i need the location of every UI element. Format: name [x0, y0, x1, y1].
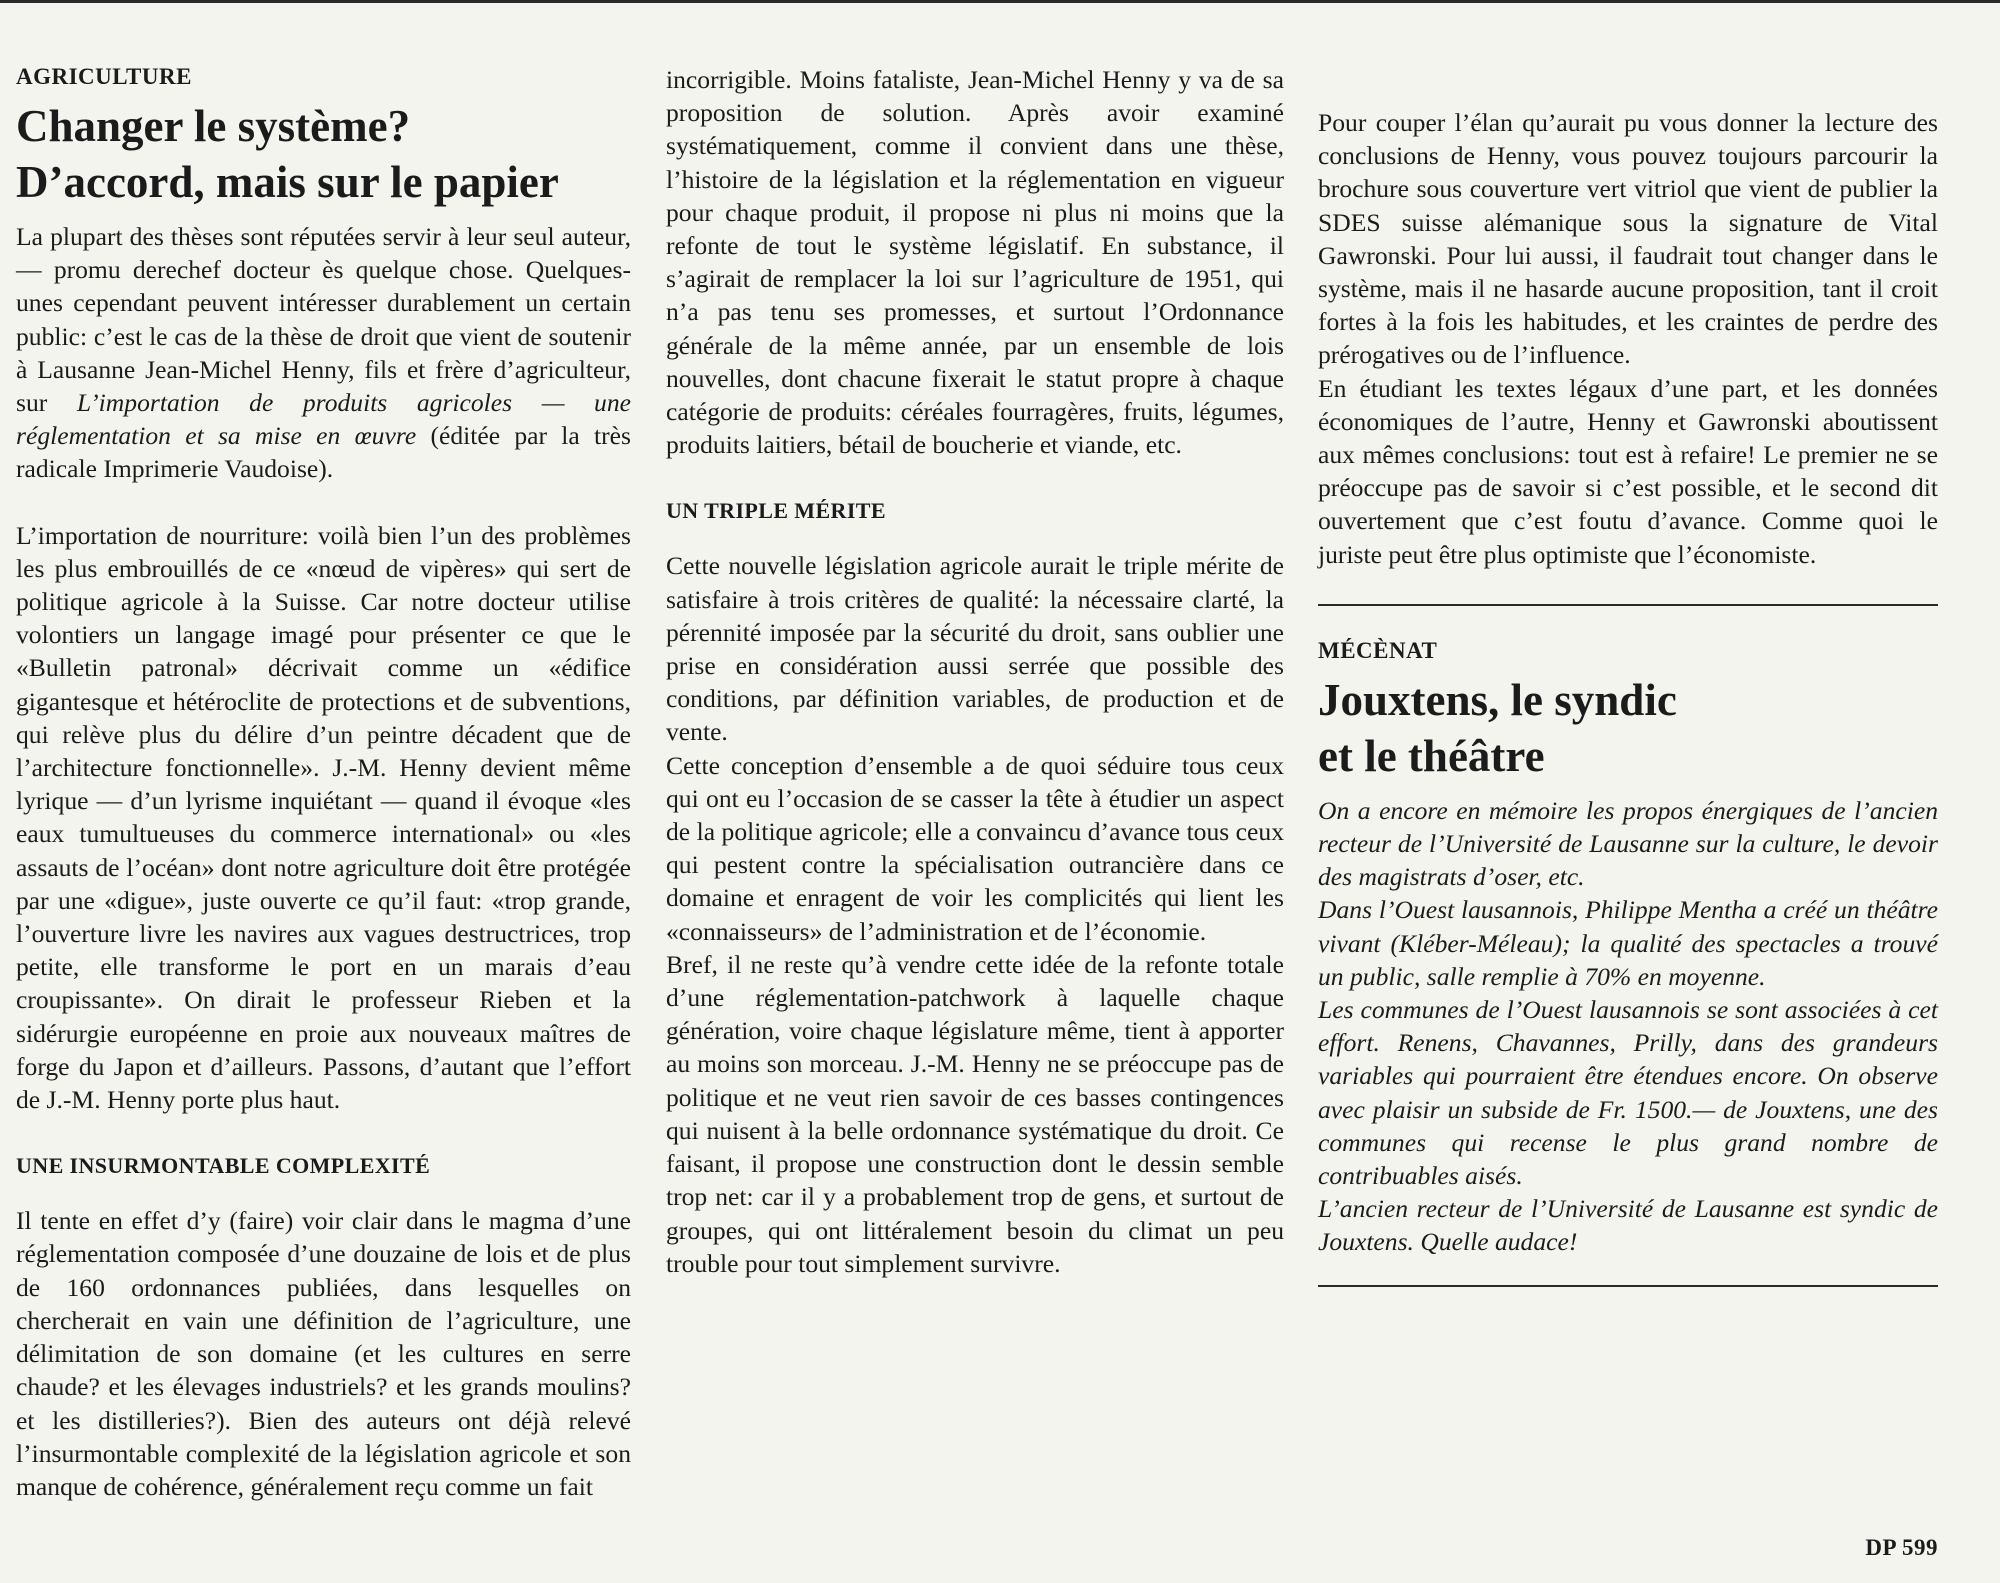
- article2-paragraph-3: Les communes de l’Ouest lausannois se sont associées à cet effort. Renens, Chavannes, Prilly, dans des grandeurs variables qui pourraient être étendues encore. On observe avec plaisir un subside de Fr. 1500.— de Jouxtens, une des communes qui recense le plus grand nombre de contribuables aisés.: [1318, 995, 1938, 1191]
- paragraph-bref: Bref, il ne reste qu’à vendre cette idée de la refonte totale d’une réglementation-patchwork à laquelle chaque génération, voire chaque législature même, tient à apporter au moins son morceau. J.-M. Henny ne se préoccupe pas de politique et ne veut rien savoir de ces basses contingences qui nuisent à la belle ordonnance systématique du droit. Ce faisant, il propose une construction dont le dessin semble trop net: car il y a probablement trop de gens, et surtout de groupes, qui ont littéralement besoin du climat un peu trouble pour tout simplement survivre.: [666, 949, 1284, 1278]
- column-1: [16, 62, 631, 1503]
- article2-kicker: MÉCÈNAT: [1318, 637, 1438, 663]
- page-label: DP 599: [1865, 1535, 1938, 1560]
- headline2-line-2: et le théâtre: [1318, 730, 1545, 781]
- paragraph-triple-merite: Cette nouvelle législation agricole aurait le triple mérite de satisfaire à trois critères de qualité: la nécessaire clarté, la pérennité imposée par la sécurité du droit, sans oublier une prise en considération aussi serrée que possible des conditions, par définition variables, de production et de vente.: [666, 551, 1284, 747]
- headline2-line-1: Jouxtens, le syndic: [1318, 674, 1677, 725]
- article2-headline: [1318, 672, 1938, 784]
- paragraph-intro: [16, 220, 631, 486]
- paragraph-conception: Cette conception d’ensemble a de quoi séduire tous ceux qui ont eu l’occasion de se casser la tête à étudier un aspect de la politique agricole; elle a convaincu d’avance tous ceux qui pestent contre la spécialisation outrancière dans ce domaine et enragent de voir les complicités qui lient les «connaisseurs» de l’administration et de l’économie.: [666, 750, 1284, 946]
- column-2: [666, 63, 1284, 1280]
- top-rule: [0, 0, 2000, 3]
- thesis-title: L’importation de produits agricoles — une réglementation et sa mise en œuvre: [16, 388, 631, 451]
- bottom-rule: [1318, 1285, 1938, 1287]
- article2-paragraph-4: L’ancien recteur de l’Université de Lausanne est syndic de Jouxtens. Quelle audace!: [1318, 1194, 1938, 1257]
- article2-paragraph-2: Dans l’Ouest lausannois, Philippe Mentha a créé un théâtre vivant (Kléber-Méleau); la qualité des spectacles a trouvé un public, salle remplie à 70% en moyenne.: [1318, 895, 1938, 991]
- article-headline: [16, 98, 631, 210]
- paragraph-magma: Il tente en effet d’y (faire) voir clair dans le magma d’une réglementation composée d’une douzaine de lois et de plus de 160 ordonnances publiées, dans lesquelles on chercherait en vain une définition de l’agriculture, une délimitation de son domaine (et les cultures en serre chaude? et les élevages industriels? et les grands moulins? et les distilleries?). Bien des auteurs ont déjà relevé l’insurmontable complexité de la législation agricole et son manque de cohérence, généralement reçu comme un fait: [16, 1206, 631, 1501]
- column-3: [1318, 73, 1938, 1287]
- subheading-complexite: UNE INSURMONTABLE COMPLEXITÉ: [16, 1153, 431, 1179]
- paragraph-importation: L’importation de nourriture: voilà bien l’un des problèmes les plus embrouillés de ce «nœud de vipères» qui sert de politique agricole à la Suisse. Car notre docteur utilise volontiers un langage imagé pour présenter ce que le «Bulletin patronal» décrivait comme un «édifice gigantesque et hétéroclite de protections et de subventions, qui relève plus du délire d’un peintre décadent que de l’architecture fonctionnelle». J.-M. Henny devient même lyrique — d’un lyrisme inquiétant — quand il évoque «les eaux tumultueuses du commerce international» ou «les assauts de l’océan» dont notre agriculture doit être protégée par une «digue», juste ouverte ce qu’il faut: «trop grande, l’ouverture livre les navires aux vagues destructrices, trop petite, elle transforme le port en un marais d’eau croupissante». On dirait le professeur Rieben et la sidérurgie européenne en proie aux nouveaux maîtres de forge du Japon et d’ailleurs. Passons, d’autant que l’effort de J.-M. Henny porte plus haut.: [16, 520, 631, 1115]
- paragraph-magma-cont: incorrigible. Moins fataliste, Jean-Michel Henny y va de sa proposition de solution. Après avoir examiné systématiquement, comme il convient dans une thèse, l’histoire de la législation et la réglementation en vigueur pour chaque produit, il propose ni plus ni moins que la refonte de tout le système législatif. En substance, il s’agirait de remplacer la loi sur l’agriculture de 1951, qui n’a pas tenu ses promesses, et surtout l’Ordonnance générale de la même année, par un ensemble de lois nouvelles, dont chacune fixerait le statut propre à chaque catégorie de produits: céréales fourragères, fruits, légumes, produits laitiers, bétail de boucherie et viande, etc.: [666, 65, 1284, 460]
- paragraph-conclusions: En étudiant les textes légaux d’une part, et les données économiques de l’autre, Henny et Gawronski aboutissent aux mêmes conclusions: tout est à refaire! Le premier ne se préoccupe pas de savoir si c’est possible, et le second dit ouvertement que c’est foutu d’avance. Comme quoi le juriste peut être plus optimiste que l’économiste.: [1318, 373, 1938, 569]
- intro-text-b: (éditée par la très radicale Imprimerie Vaudoise).: [16, 421, 631, 484]
- headline-line-2: D’accord, mais sur le papier: [16, 157, 559, 207]
- intro-text-a: La plupart des thèses sont réputées servir à leur seul auteur, — promu derechef docteur ès quelque chose. Quelques-unes cependant peuvent intéresser durablement un certain public: c’est le cas de la thèse de droit que vient de soutenir à Lausanne Jean-Michel Henny, fils et frère d’agriculteur, sur: [16, 222, 631, 418]
- headline-line-1: Changer le système?: [16, 101, 411, 151]
- subheading-merite: UN TRIPLE MÉRITE: [666, 498, 886, 524]
- article2-paragraph-1: On a encore en mémoire les propos énergiques de l’ancien recteur de l’Université de Lausanne sur la culture, le devoir des magistrats d’oser, etc.: [1318, 795, 1938, 892]
- article-kicker: AGRICULTURE: [16, 64, 192, 89]
- paragraph-gawronski: Pour couper l’élan qu’aurait pu vous donner la lecture des conclusions de Henny, vous pouvez toujours parcourir la brochure sous couverture vert vitriol que vient de publier la SDES suisse alémanique sous la signature de Vital Gawronski. Pour lui aussi, il faudrait tout changer dans le système, mais il ne hasarde aucune proposition, tant il croit fortes à la fois les habitudes, et les craintes de perdre des prérogatives ou de l’influence.: [1318, 108, 1938, 370]
